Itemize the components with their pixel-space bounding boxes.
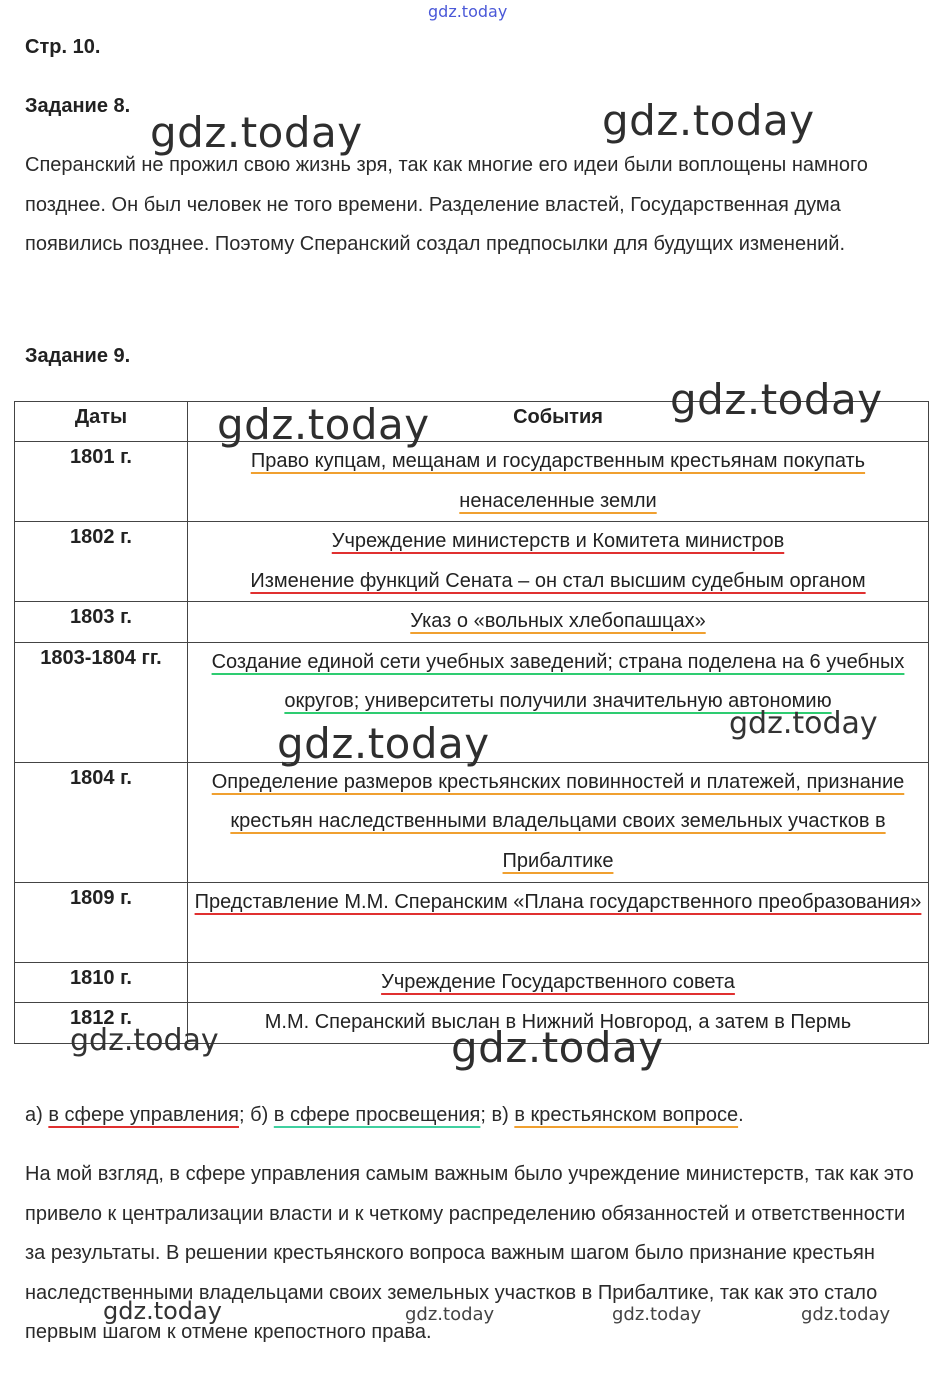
page-label: Стр. 10.: [25, 36, 101, 58]
date-cell: 1812 г.: [15, 1003, 188, 1044]
event-text: Учреждение Государственного совета: [381, 970, 735, 993]
event-cell: [188, 522, 929, 602]
event-text: Представление М.М. Сперанским «Плана государственного преобразования»: [194, 890, 922, 913]
task-8-text: Сперанский не прожил свою жизнь зря, так как многие его идеи были воплощены намного позднее. Он был человек не того времени. Разделение властей, Государственная дума появились позднее. Поэтому Сперанский создал предпосылки для будущих изменений.: [25, 154, 868, 255]
watermark: gdz.today: [405, 1304, 495, 1325]
header-events: События: [188, 402, 929, 442]
task-9-heading: Задание 9.: [25, 345, 131, 367]
event-text: Учреждение министерств и Комитета министров: [331, 530, 785, 552]
event-text: Определение размеров крестьянских повинностей и платежей, признание крестьян наследственными владельцами своих земельных участков в Прибалтике: [211, 770, 905, 872]
watermark: gdz.today: [103, 1297, 222, 1325]
answer-line: [25, 1096, 925, 1136]
date-cell: 1803-1804 гг.: [15, 642, 188, 762]
watermark: gdz.today: [602, 96, 815, 145]
watermark: gdz.today: [801, 1304, 891, 1325]
event-cell: [188, 442, 929, 522]
task-8-heading: Задание 8.: [25, 95, 131, 117]
event-text: Указ о «вольных хлебопашцах»: [410, 610, 706, 632]
event-cell: [188, 762, 929, 882]
answer-b: в сфере просвещения: [273, 1104, 481, 1126]
event-text: Право купцам, мещанам и государственным крестьянам покупать ненаселенные земли: [250, 450, 866, 512]
watermark: gdz.today: [451, 1023, 664, 1072]
date-cell: 1804 г.: [15, 762, 188, 882]
watermark-top: gdz.today: [428, 2, 508, 21]
date-cell: 1801 г.: [15, 442, 188, 522]
event-text: Создание единой сети учебных заведений; страна поделена на 6 учебных округов; университеты получили значительную автономию: [211, 650, 905, 712]
table-row: [15, 602, 929, 643]
answer-c-prefix: ; в): [480, 1104, 515, 1126]
watermark: gdz.today: [70, 1023, 219, 1058]
date-cell: 1802 г.: [15, 522, 188, 602]
date-cell: 1803 г.: [15, 602, 188, 643]
event-text: М.М. Сперанский выслан в Нижний Новгород, а затем в Пермь: [264, 1011, 852, 1033]
answer-b-prefix: ; б): [239, 1104, 274, 1126]
event-cell: [188, 882, 929, 962]
table-row: [15, 522, 929, 602]
answer-end: .: [738, 1104, 744, 1126]
date-cell: 1809 г.: [15, 882, 188, 962]
answer-a: в сфере управления: [48, 1104, 239, 1126]
table-row: [15, 962, 929, 1003]
header-dates: Даты: [15, 402, 188, 442]
watermark: gdz.today: [277, 719, 490, 768]
event-text: Изменение функций Сената – он стал высшим судебным органом: [250, 569, 866, 592]
answer-a-prefix: а): [25, 1104, 49, 1126]
table-row: [15, 442, 929, 522]
watermark: gdz.today: [217, 400, 430, 449]
conclusion-text: На мой взгляд, в сфере управления самым важным было учреждение министерств, так как это привело к централизации власти и к четкому распределению обязанностей и ответственности за результаты. В решении крестьянского вопроса важным шагом было признание крестьян наследственными владельцами своих земельных участков в Прибалтике, так как это стало первым шагом к отмене крепостного права.: [25, 1163, 914, 1343]
date-cell: 1810 г.: [15, 962, 188, 1003]
watermark: gdz.today: [612, 1304, 702, 1325]
watermark: gdz.today: [150, 108, 363, 157]
table-row: [15, 882, 929, 962]
watermark: gdz.today: [670, 375, 883, 424]
table-row: [15, 762, 929, 882]
answer-c: в крестьянском вопросе: [514, 1104, 739, 1126]
event-cell: [188, 962, 929, 1003]
event-cell: [188, 602, 929, 643]
watermark: gdz.today: [729, 706, 878, 741]
